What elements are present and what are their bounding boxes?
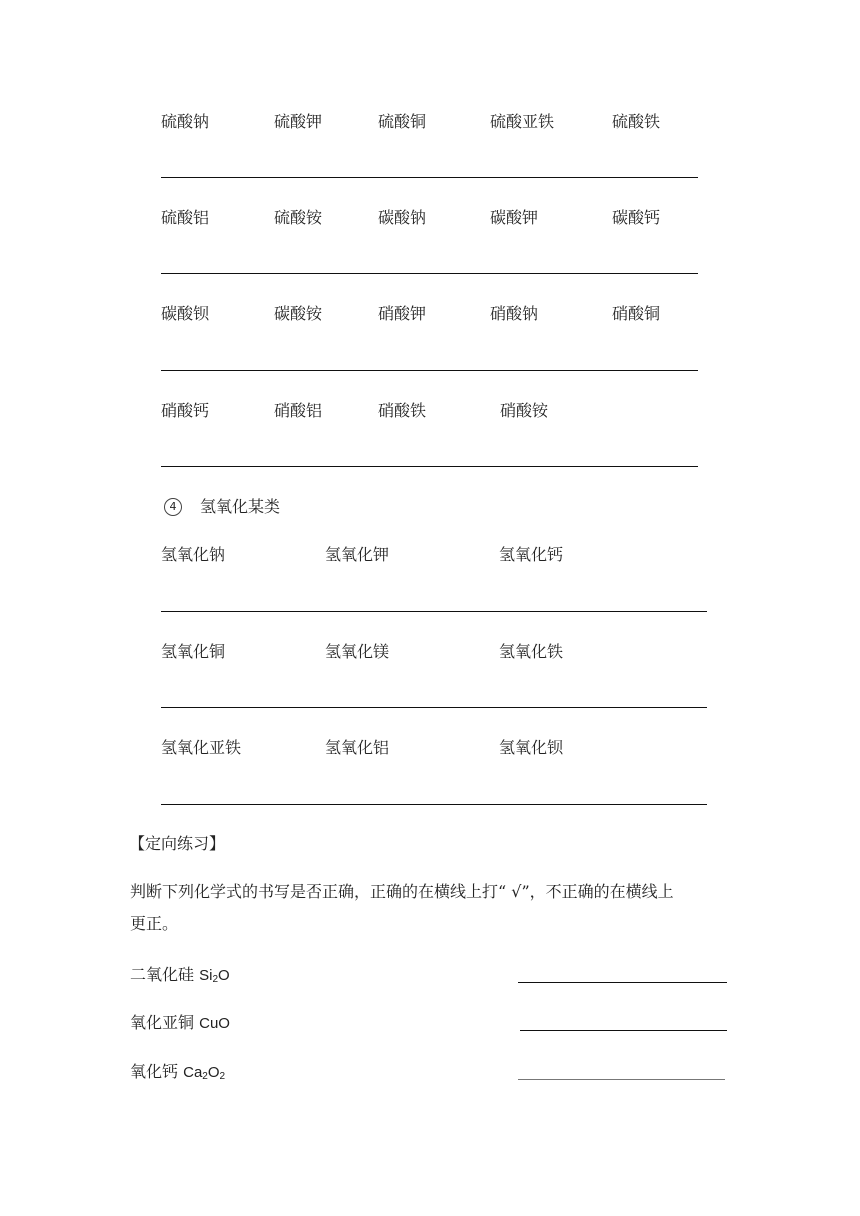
compound-label: 氢氧化钙 [499, 545, 564, 564]
compound-label: 硝酸铜 [612, 304, 661, 323]
practice-item-label [130, 1013, 230, 1034]
compound-label: 碳酸钡 [161, 304, 210, 323]
practice-item-label [130, 965, 230, 986]
answer-line[interactable] [161, 370, 698, 371]
instruction-text: 判断下列化学式的书写是否正确，正确的在横线上打“ √”，不正确的在横线上 [130, 882, 674, 901]
answer-line[interactable] [518, 1079, 725, 1080]
compound-label: 硝酸钙 [161, 401, 210, 420]
answer-line[interactable] [161, 804, 707, 805]
answer-line[interactable] [520, 1030, 727, 1031]
answer-line[interactable] [161, 707, 707, 708]
compound-label: 硫酸钾 [274, 112, 323, 131]
chemical-formula: $Ca_2O_2$ [183, 1064, 226, 1082]
compound-label: 氢氧化亚铁 [161, 738, 242, 757]
answer-line[interactable] [161, 177, 698, 178]
practice-heading: 【定向练习】 [129, 834, 226, 853]
compound-label: 硝酸钾 [378, 304, 427, 323]
practice-item-label [130, 1062, 225, 1083]
compound-label: 硫酸铝 [161, 208, 210, 227]
compound-label: 氢氧化镁 [325, 642, 390, 661]
chemical-formula: $Si_2O$ [199, 967, 230, 985]
section-title: 氢氧化某类 [200, 497, 281, 516]
compound-name: 二氧化硅 [130, 965, 195, 984]
compound-label: 碳酸钙 [612, 208, 661, 227]
chemical-formula: CuO [199, 1015, 230, 1032]
compound-label: 氢氧化铜 [161, 642, 226, 661]
compound-label: 硝酸铵 [500, 401, 549, 420]
compound-label: 硫酸亚铁 [490, 112, 555, 131]
compound-name: 氧化亚铜 [130, 1013, 195, 1032]
compound-label: 碳酸铵 [274, 304, 323, 323]
compound-label: 硝酸钠 [490, 304, 539, 323]
answer-line[interactable] [161, 611, 707, 612]
compound-label: 硝酸铝 [274, 401, 323, 420]
compound-label: 氢氧化铁 [499, 642, 564, 661]
compound-label: 氢氧化钠 [161, 545, 226, 564]
compound-label: 硫酸钠 [161, 112, 210, 131]
answer-line[interactable] [161, 273, 698, 274]
compound-label: 氢氧化铝 [325, 738, 390, 757]
compound-label: 碳酸钠 [378, 208, 427, 227]
compound-label: 氢氧化钾 [325, 545, 390, 564]
compound-label: 硫酸铜 [378, 112, 427, 131]
compound-label: 碳酸钾 [490, 208, 539, 227]
compound-label: 硫酸铵 [274, 208, 323, 227]
instruction-text: 更正。 [130, 914, 179, 933]
answer-line[interactable] [518, 982, 727, 983]
compound-name: 氧化钙 [130, 1062, 179, 1081]
answer-line[interactable] [161, 466, 698, 467]
section-number-badge: 4 [164, 498, 182, 516]
compound-label: 硝酸铁 [378, 401, 427, 420]
compound-label: 氢氧化钡 [499, 738, 564, 757]
compound-label: 硫酸铁 [612, 112, 661, 131]
